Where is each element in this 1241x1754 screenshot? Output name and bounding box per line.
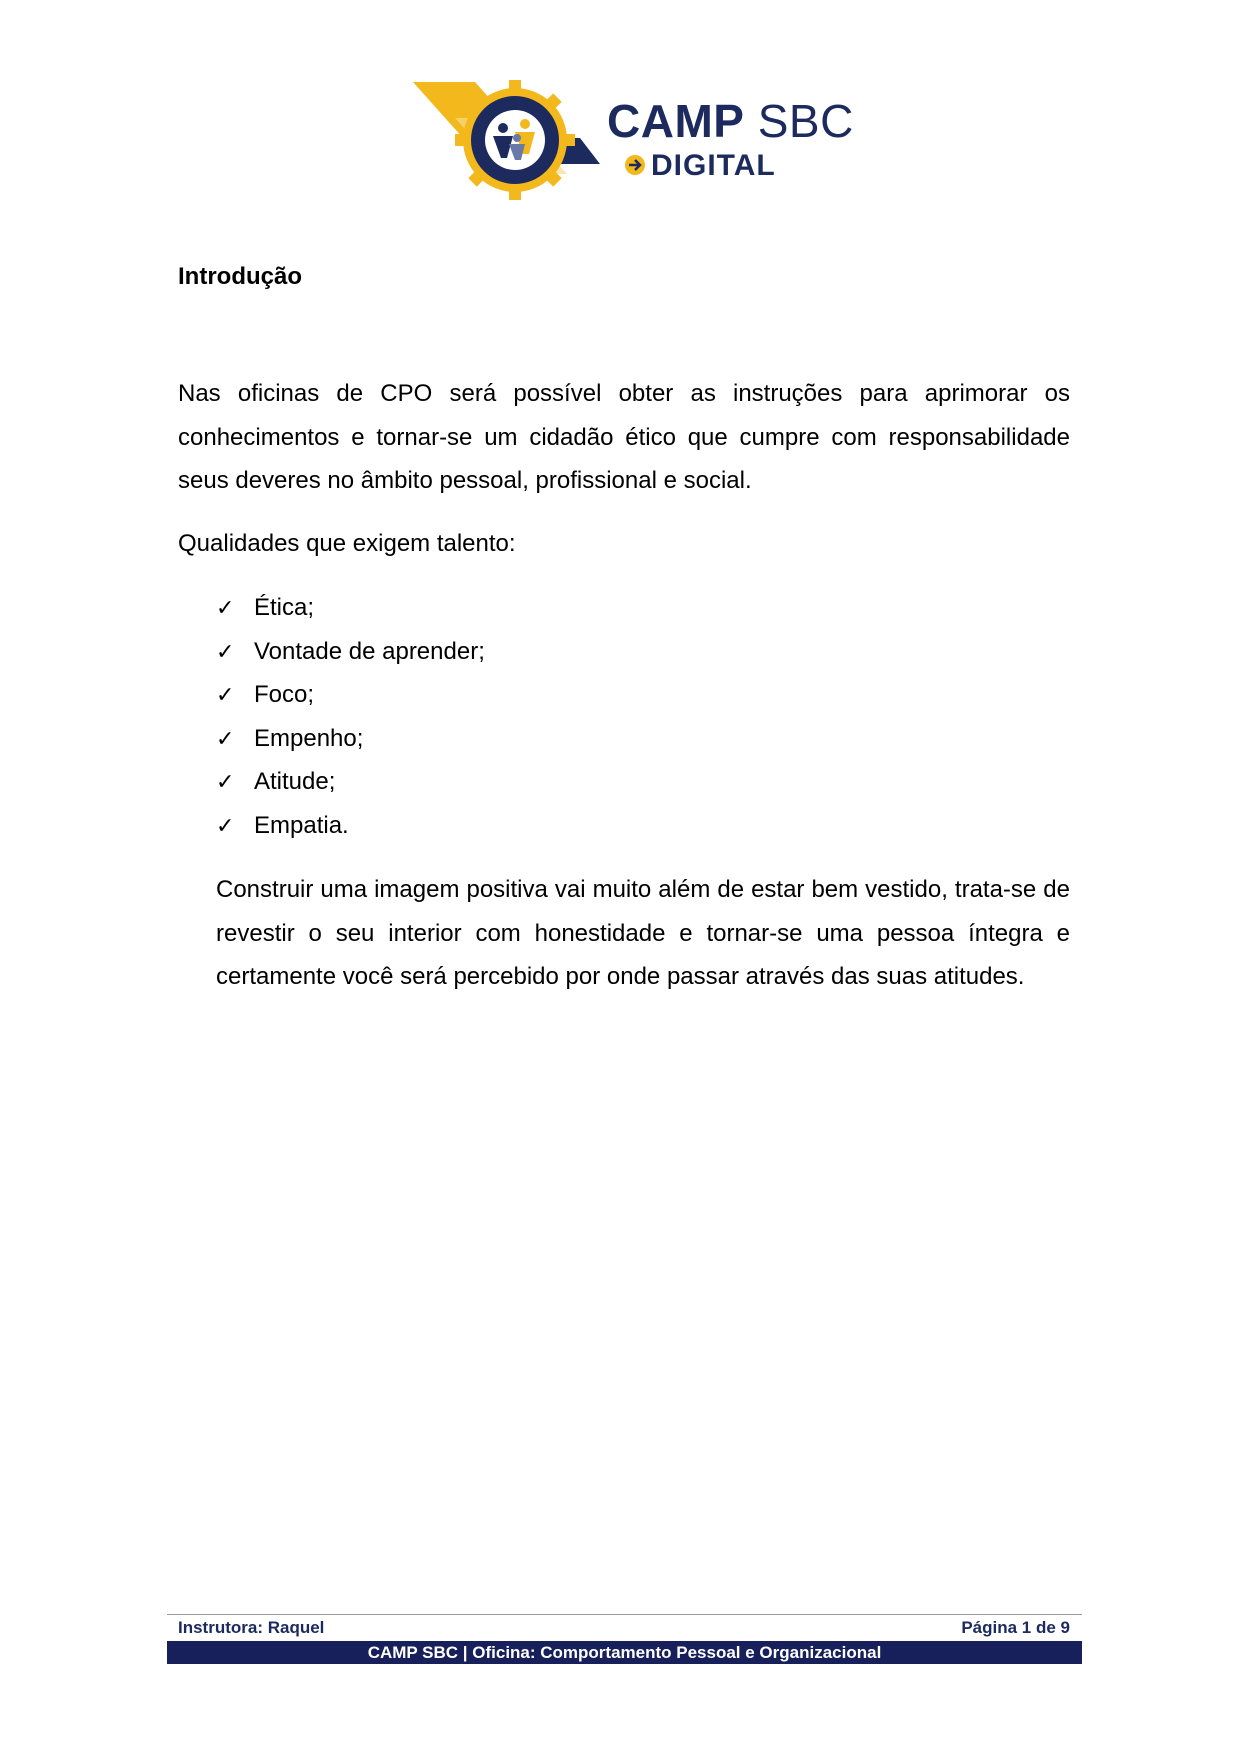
footer-divider	[167, 1614, 1082, 1615]
checkmark-icon: ✓	[216, 769, 235, 794]
qualities-list	[216, 586, 485, 847]
logo-subtitle: DIGITAL	[651, 149, 776, 182]
list-item	[216, 586, 485, 630]
list-item-label: Atitude;	[254, 768, 336, 795]
checkmark-icon: ✓	[216, 725, 235, 751]
logo-title-bold: CAMP	[607, 95, 745, 147]
list-item	[216, 760, 485, 804]
list-item-label: Ética;	[254, 594, 315, 621]
checkmark-icon: ✓	[216, 638, 235, 664]
list-item	[216, 804, 485, 848]
checkmark-icon: ✓	[216, 682, 235, 707]
arrow-circle-icon	[624, 154, 646, 176]
closing-paragraph: Construir uma imagem positiva vai muito além de estar bem vestido, trata-se de revestir o seu interior com honestidade e tornar-se uma pessoa íntegra e certamente você será percebido por onde passar através das suas atitudes.	[216, 876, 1070, 990]
qualities-intro: Qualidades que exigem talento:	[178, 530, 516, 557]
intro-paragraph: Nas oficinas de CPO será possível obter as instruções para aprimorar os conhecimentos e tornar-se um cidadão ético que cumpre com responsabilidade seus deveres no âmbito pessoal, profissional e social.	[178, 380, 1070, 494]
logo-title-light: SBC	[744, 95, 854, 147]
list-item-label: Empatia.	[254, 811, 349, 839]
list-item	[216, 673, 485, 717]
checkmark-icon: ✓	[216, 812, 235, 838]
footer-banner: CAMP SBC | Oficina: Comportamento Pessoal e Organizacional	[167, 1641, 1082, 1664]
checkmark-icon: ✓	[216, 595, 235, 620]
list-item-label: Foco;	[254, 681, 315, 708]
footer-instructor: Instrutora: Raquel	[178, 1618, 325, 1637]
list-item-label: Vontade de aprender;	[254, 637, 485, 665]
list-item	[216, 717, 485, 761]
list-item-label: Empenho;	[254, 724, 364, 752]
list-item	[216, 630, 485, 674]
camp-sbc-logo	[405, 78, 854, 208]
page-heading: Introdução	[178, 263, 302, 290]
logo-title	[607, 95, 854, 147]
footer-page-number: Página 1 de 9	[961, 1618, 1070, 1637]
